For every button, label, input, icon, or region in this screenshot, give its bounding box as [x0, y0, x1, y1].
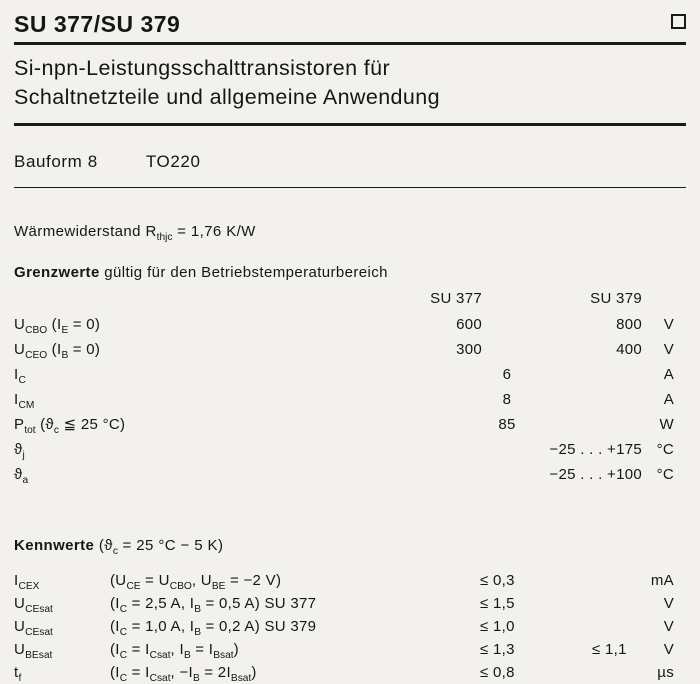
param-symbol: $t_f$ — [14, 664, 22, 684]
unit: V — [663, 641, 674, 658]
unit: V — [663, 341, 674, 358]
grenzwerte-title-rest: gültig für den Betriebstemperaturbereich — [99, 264, 388, 281]
kennwerte-table — [14, 569, 686, 684]
column-header-su377: SU 377 — [430, 290, 482, 307]
test-conditions: ($U_{CE} = U_{CBO}$, $U_{BE} = -2$ V) — [110, 572, 282, 592]
test-conditions: ($I_C = 1,0$ A, $I_B = 0,2$ A) SU 379 — [110, 618, 317, 638]
kennwerte-title: Kennwerte — [14, 537, 95, 554]
divider-thick-subtitle — [14, 123, 686, 126]
param-symbol: $ϑ_j$ — [14, 441, 25, 461]
unit: µs — [657, 664, 674, 681]
table-row — [14, 312, 686, 337]
table-row — [14, 615, 686, 638]
divider-thick-top — [14, 42, 686, 45]
unit: V — [663, 618, 674, 635]
table-row — [14, 362, 686, 387]
table-row — [14, 638, 686, 661]
value-common: 6 — [502, 366, 512, 383]
table-row — [14, 387, 686, 412]
page-title: SU 377/SU 379 — [14, 11, 181, 37]
limit-value-2: ≤ 1,1 — [592, 641, 627, 658]
param-symbol: $I_C$ — [14, 366, 26, 386]
param-symbol: $I_{CEX}$ — [14, 572, 40, 592]
limit-value-1: ≤ 1,3 — [480, 641, 515, 658]
subtitle-line-2: Schaltnetzteile und allgemeine Anwendung — [14, 85, 440, 109]
section-heading-kennwerte — [14, 537, 686, 557]
thermal-resistance-line: Wärmewiderstand $R_{thjc} = 1,76$ K/W — [14, 223, 256, 243]
bauform-label: Bauform 8 — [14, 152, 98, 171]
unit: W — [659, 416, 674, 433]
param-symbol: $P_{tot}$ ($ϑ_c$ ≦ 25 °C) — [14, 416, 126, 436]
value-common: 85 — [498, 416, 516, 433]
unit: A — [663, 391, 674, 408]
limit-value-1: ≤ 1,5 — [480, 595, 515, 612]
test-conditions: ($I_C = I_{Csat}$, $I_B = I_{Bsat}$) — [110, 641, 239, 661]
limit-value-1: ≤ 0,8 — [480, 664, 515, 681]
table-row — [14, 437, 686, 462]
value-common: 8 — [502, 391, 512, 408]
table-row — [14, 592, 686, 615]
header — [14, 10, 686, 38]
bauform-line — [14, 151, 686, 173]
unit: mA — [650, 572, 674, 589]
table-row — [14, 337, 686, 362]
unit: V — [663, 595, 674, 612]
subtitle-line-1: Si-npn-Leistungsschalttransistoren für — [14, 56, 391, 80]
unit: °C — [656, 441, 674, 458]
table-header-row — [14, 287, 686, 311]
divider-thin — [14, 187, 686, 188]
param-symbol: $U_{BEsat}$ — [14, 641, 53, 661]
table-row — [14, 569, 686, 592]
limit-value-1: ≤ 1,0 — [480, 618, 515, 635]
value-su377: 600 — [456, 316, 482, 333]
param-symbol: $U_{CEO}$ $(I_B = 0)$ — [14, 341, 101, 361]
param-symbol: $ϑ_a$ — [14, 466, 29, 486]
value-range: −25 . . . +175 — [549, 441, 642, 458]
table-row — [14, 462, 686, 487]
param-symbol: $U_{CEsat}$ — [14, 595, 53, 615]
grenzwerte-table — [14, 287, 686, 487]
test-conditions: ($I_C = 2,5$ A, $I_B = 0,5$ A) SU 377 — [110, 595, 317, 615]
corner-checkbox — [671, 14, 686, 29]
column-header-su379: SU 379 — [590, 290, 642, 307]
unit: °C — [656, 466, 674, 483]
test-conditions: ($I_C = I_{Csat}$, $-I_B = 2I_{Bsat}$) — [110, 664, 257, 684]
param-symbol: $U_{CEsat}$ — [14, 618, 53, 638]
param-symbol: $U_{CBO}$ $(I_E = 0)$ — [14, 316, 101, 336]
package-name: TO220 — [145, 152, 201, 171]
subtitle — [14, 54, 686, 112]
value-su379: 800 — [616, 316, 642, 333]
unit: A — [663, 366, 674, 383]
grenzwerte-title: Grenzwerte — [14, 264, 100, 281]
param-symbol: $I_{CM}$ — [14, 391, 35, 411]
unit: V — [663, 316, 674, 333]
section-heading-grenzwerte — [14, 264, 686, 281]
table-row — [14, 661, 686, 684]
value-su377: 300 — [456, 341, 482, 358]
value-su379: 400 — [616, 341, 642, 358]
limit-value-1: ≤ 0,3 — [480, 572, 515, 589]
value-range: −25 . . . +100 — [549, 466, 642, 483]
table-row — [14, 412, 686, 437]
kennwerte-title-rest: ($ϑ_c = 25$ °C − 5 K) — [94, 537, 224, 557]
